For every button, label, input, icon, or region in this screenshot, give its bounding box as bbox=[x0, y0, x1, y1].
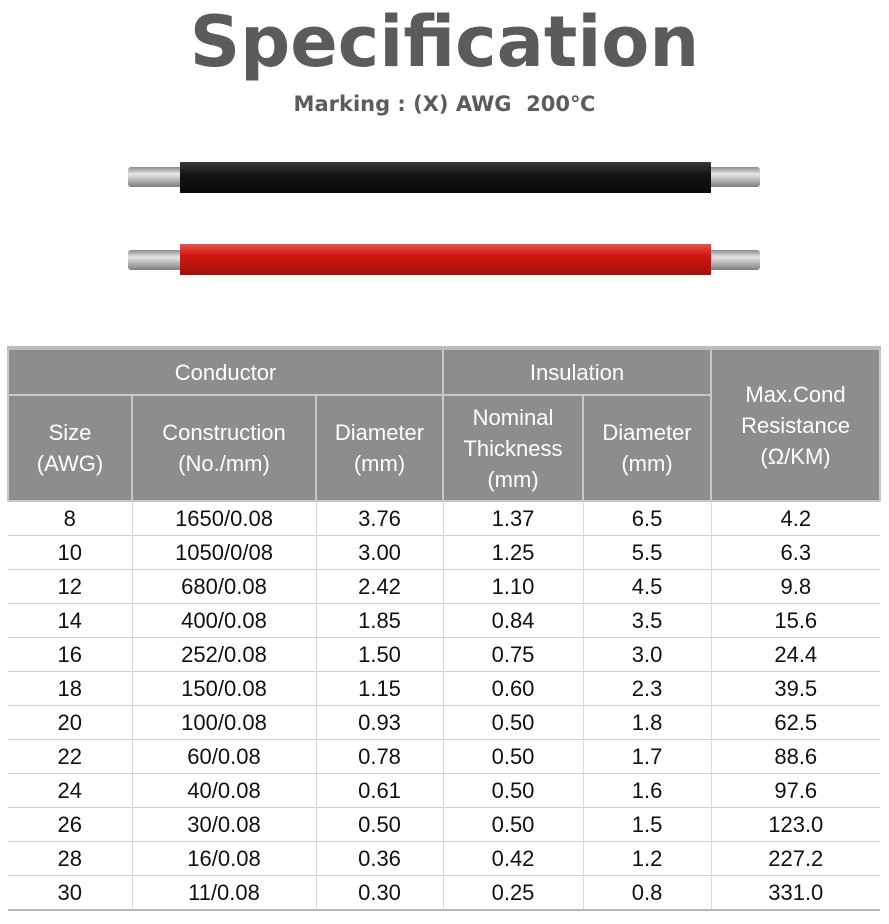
insulation-diameter-cell: 5.5 bbox=[583, 536, 711, 570]
conductor-diameter-cell: 1.85 bbox=[316, 604, 443, 638]
insulation-diameter-cell: 1.6 bbox=[583, 774, 711, 808]
conductor-diameter-cell: 1.50 bbox=[316, 638, 443, 672]
construction-cell: 60/0.08 bbox=[132, 740, 316, 774]
header-line: Thickness bbox=[463, 435, 563, 461]
insulation-diameter-cell: 6.5 bbox=[583, 501, 711, 536]
size-cell: 26 bbox=[8, 808, 132, 842]
size-cell: 20 bbox=[8, 706, 132, 740]
spec-table bbox=[7, 346, 881, 911]
header-line: Max.Cond bbox=[745, 381, 846, 407]
resistance-cell: 227.2 bbox=[711, 842, 880, 876]
size-cell: 16 bbox=[8, 638, 132, 672]
resistance-cell: 15.6 bbox=[711, 604, 880, 638]
nominal-thickness-cell: 1.37 bbox=[443, 501, 583, 536]
header-line: (mm) bbox=[487, 466, 539, 492]
insulation-diameter-cell: 4.5 bbox=[583, 570, 711, 604]
construction-cell: 100/0.08 bbox=[132, 706, 316, 740]
conductor-diameter-cell: 0.78 bbox=[316, 740, 443, 774]
resistance-cell: 4.2 bbox=[711, 501, 880, 536]
construction-cell: 16/0.08 bbox=[132, 842, 316, 876]
construction-cell: 680/0.08 bbox=[132, 570, 316, 604]
conductor-diameter-cell: 3.76 bbox=[316, 501, 443, 536]
left-strand bbox=[128, 250, 182, 270]
header-line: (No./mm) bbox=[178, 451, 270, 476]
table-row bbox=[8, 638, 880, 672]
nominal-thickness-cell: 1.10 bbox=[443, 570, 583, 604]
table-row bbox=[8, 842, 880, 876]
conductor-diameter-cell: 0.61 bbox=[316, 774, 443, 808]
header-line: Resistance bbox=[741, 412, 850, 438]
header-line: Diameter bbox=[602, 420, 692, 445]
table-row bbox=[8, 706, 880, 740]
conductor-group-header: Conductor bbox=[8, 348, 443, 395]
insulation-diameter-cell: 1.8 bbox=[583, 706, 711, 740]
red-wire bbox=[128, 244, 760, 275]
nominal-thickness-cell: 0.50 bbox=[443, 706, 583, 740]
conductor-diameter-cell: 0.50 bbox=[316, 808, 443, 842]
header-line: (mm) bbox=[353, 451, 406, 476]
table-row bbox=[8, 501, 880, 536]
conductor-diameter-header bbox=[316, 395, 443, 501]
table-row bbox=[8, 536, 880, 570]
black-wire bbox=[128, 162, 760, 193]
construction-cell: 1050/0/08 bbox=[132, 536, 316, 570]
insulation-diameter-cell: 1.2 bbox=[583, 842, 711, 876]
resistance-cell: 331.0 bbox=[711, 876, 880, 911]
insulation-diameter-cell: 3.5 bbox=[583, 604, 711, 638]
resistance-cell: 97.6 bbox=[711, 774, 880, 808]
construction-cell: 1650/0.08 bbox=[132, 501, 316, 536]
spec-table-body bbox=[8, 501, 880, 910]
resistance-cell: 24.4 bbox=[711, 638, 880, 672]
left-strand bbox=[128, 167, 182, 187]
right-strand bbox=[706, 167, 760, 187]
nominal-thickness-cell: 0.25 bbox=[443, 876, 583, 911]
resistance-cell: 6.3 bbox=[711, 536, 880, 570]
table-row bbox=[8, 774, 880, 808]
nominal-thickness-cell: 0.50 bbox=[443, 808, 583, 842]
size-cell: 22 bbox=[8, 740, 132, 774]
size-header bbox=[8, 395, 132, 501]
nominal-thickness-cell: 0.50 bbox=[443, 774, 583, 808]
header-line: Construction bbox=[162, 420, 286, 445]
table-row bbox=[8, 808, 880, 842]
construction-header bbox=[132, 395, 316, 501]
marking-label: Marking : (X) AWG 200℃ bbox=[293, 92, 596, 116]
table-row bbox=[8, 604, 880, 638]
header-line: (Ω/KM) bbox=[760, 443, 831, 469]
wires-illustration bbox=[0, 140, 889, 290]
conductor-diameter-cell: 3.00 bbox=[316, 536, 443, 570]
resistance-cell: 123.0 bbox=[711, 808, 880, 842]
size-cell: 18 bbox=[8, 672, 132, 706]
conductor-diameter-cell: 0.93 bbox=[316, 706, 443, 740]
table-row bbox=[8, 672, 880, 706]
size-cell: 14 bbox=[8, 604, 132, 638]
size-cell: 24 bbox=[8, 774, 132, 808]
header-line: Diameter bbox=[334, 420, 425, 445]
size-cell: 8 bbox=[8, 501, 132, 536]
construction-cell: 30/0.08 bbox=[132, 808, 316, 842]
nominal-thickness-cell: 0.75 bbox=[443, 638, 583, 672]
construction-cell: 252/0.08 bbox=[132, 638, 316, 672]
size-cell: 10 bbox=[8, 536, 132, 570]
nominal-thickness-cell: 0.42 bbox=[443, 842, 583, 876]
conductor-diameter-cell: 2.42 bbox=[316, 570, 443, 604]
page-title: Specification bbox=[189, 1, 700, 83]
size-cell: 12 bbox=[8, 570, 132, 604]
construction-cell: 150/0.08 bbox=[132, 672, 316, 706]
resistance-cell: 88.6 bbox=[711, 740, 880, 774]
conductor-diameter-cell: 1.15 bbox=[316, 672, 443, 706]
construction-cell: 400/0.08 bbox=[132, 604, 316, 638]
table-row bbox=[8, 876, 880, 911]
red-insulation bbox=[180, 244, 711, 275]
insulation-diameter-cell: 3.0 bbox=[583, 638, 711, 672]
header-line: Nominal bbox=[472, 404, 554, 430]
conductor-diameter-cell: 0.36 bbox=[316, 842, 443, 876]
resistance-cell: 39.5 bbox=[711, 672, 880, 706]
insulation-diameter-cell: 1.7 bbox=[583, 740, 711, 774]
header-line: Size bbox=[48, 420, 92, 445]
table-row bbox=[8, 570, 880, 604]
insulation-group-header: Insulation bbox=[443, 348, 711, 395]
black-insulation bbox=[180, 162, 711, 193]
conductor-diameter-cell: 0.30 bbox=[316, 876, 443, 911]
resistance-cell: 9.8 bbox=[711, 570, 880, 604]
insulation-diameter-cell: 0.8 bbox=[583, 876, 711, 911]
right-strand bbox=[706, 250, 760, 270]
size-cell: 30 bbox=[8, 876, 132, 911]
nominal-thickness-cell: 0.84 bbox=[443, 604, 583, 638]
construction-cell: 40/0.08 bbox=[132, 774, 316, 808]
insulation-diameter-cell: 2.3 bbox=[583, 672, 711, 706]
table-row bbox=[8, 740, 880, 774]
size-cell: 28 bbox=[8, 842, 132, 876]
header-line: (mm) bbox=[621, 451, 673, 476]
construction-cell: 11/0.08 bbox=[132, 876, 316, 911]
resistance-cell: 62.5 bbox=[711, 706, 880, 740]
nominal-thickness-cell: 1.25 bbox=[443, 536, 583, 570]
resistance-header bbox=[711, 348, 880, 501]
header-line: (AWG) bbox=[36, 451, 104, 476]
insulation-diameter-header bbox=[583, 395, 711, 501]
nominal-thickness-header bbox=[443, 395, 583, 501]
insulation-diameter-cell: 1.5 bbox=[583, 808, 711, 842]
nominal-thickness-cell: 0.50 bbox=[443, 740, 583, 774]
nominal-thickness-cell: 0.60 bbox=[443, 672, 583, 706]
spec-table-container bbox=[7, 346, 879, 911]
